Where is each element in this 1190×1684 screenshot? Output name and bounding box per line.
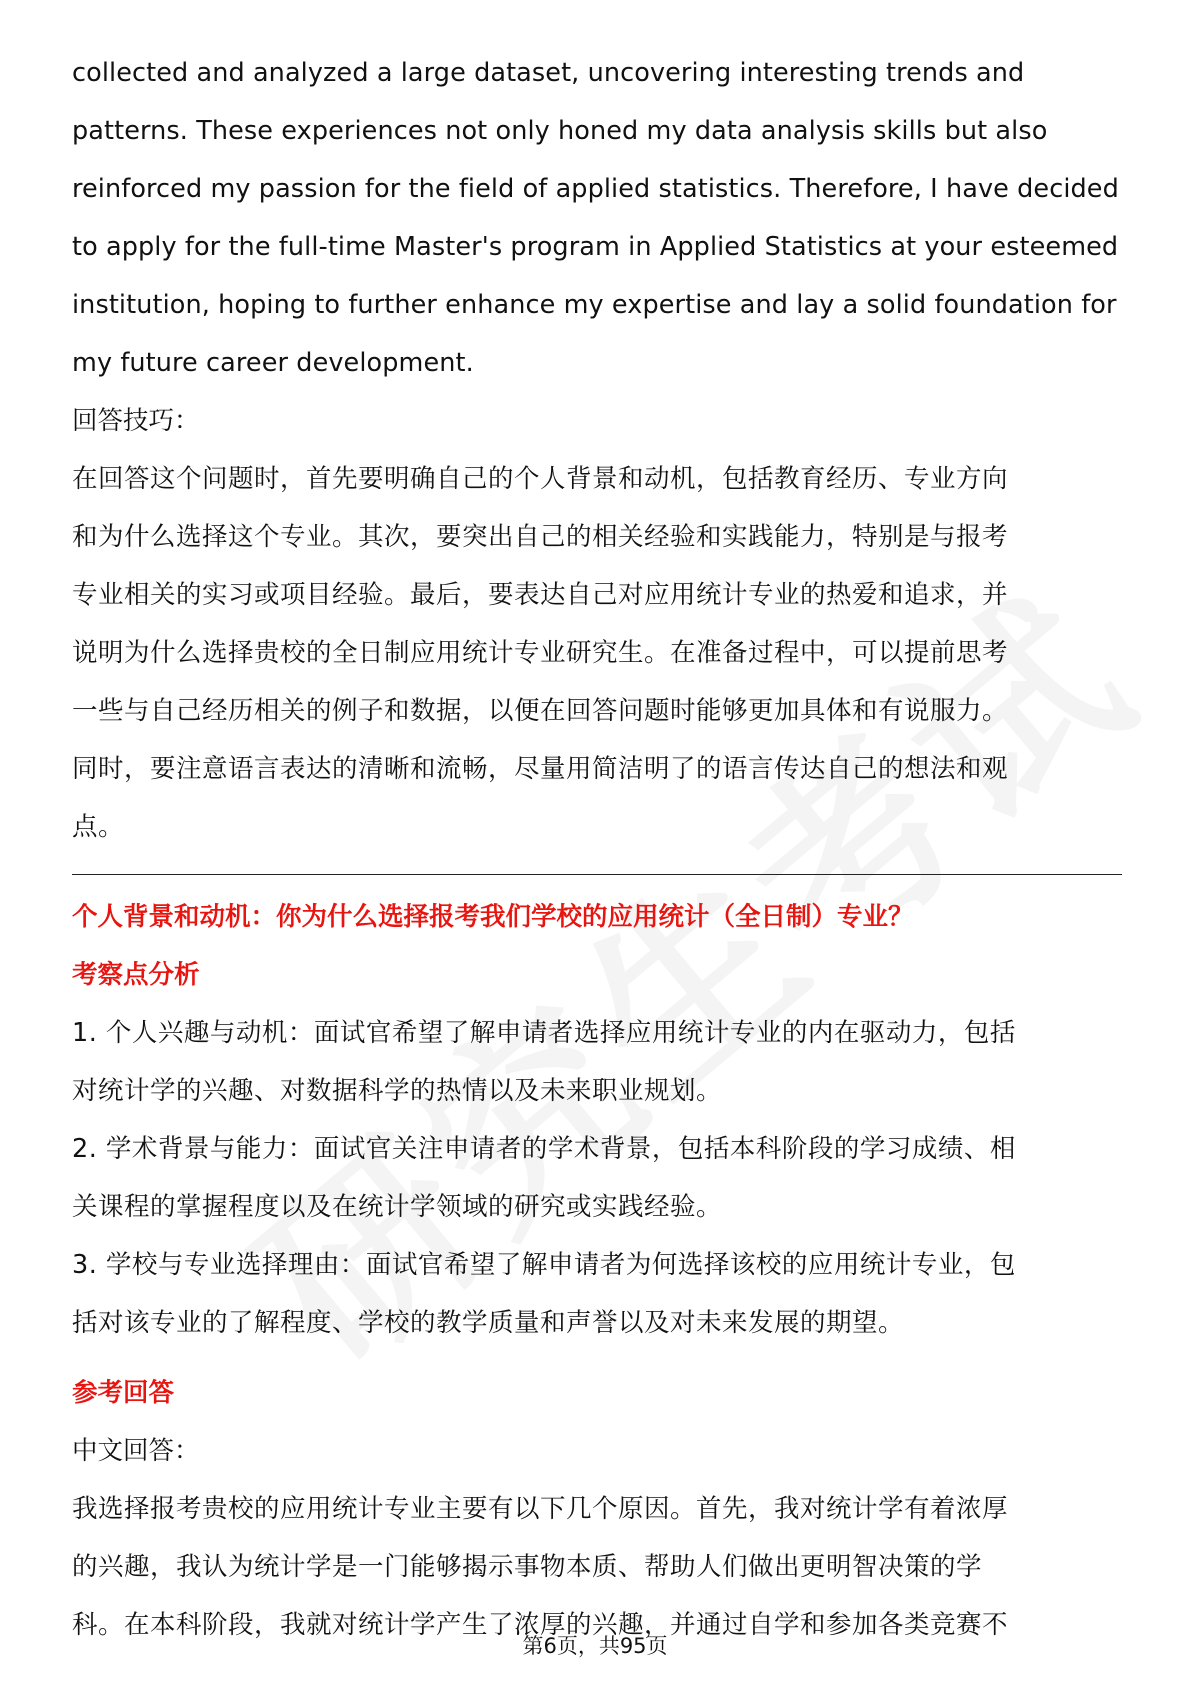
analysis-line: 关课程的掌握程度以及在统计学领域的研究或实践经验。 (72, 1192, 723, 1222)
analysis-line: 对统计学的兴趣、对数据科学的热情以及未来职业规划。 (72, 1076, 723, 1106)
paragraph-line: 专业相关的实习或项目经验。最后，要表达自己对应用统计专业的热爱和追求，并 (72, 580, 1009, 610)
analysis-line: 3. 学校与专业选择理由：面试官希望了解申请者为何选择该校的应用统计专业，包 (72, 1250, 1016, 1280)
answer-line: 我选择报考贵校的应用统计专业主要有以下几个原因。首先，我对统计学有着浓厚 (72, 1494, 1009, 1524)
top-section (72, 44, 1122, 856)
answer-paragraph (72, 1480, 1122, 1654)
paragraph-line: reinforced my passion for the field of applied statistics. Therefore, I have decided (72, 174, 1119, 204)
tips-label: 回答技巧： (72, 406, 200, 436)
section-divider (72, 874, 1122, 875)
page-number: 第6页，共95页 (522, 1634, 668, 1658)
analysis-list (72, 1004, 1122, 1352)
analysis-line: 2. 学术背景与能力：面试官关注申请者的学术背景，包括本科阶段的学习成绩、相 (72, 1134, 1016, 1164)
paragraph-line: 一些与自己经历相关的例子和数据，以便在回答问题时能够更加具体和有说服力。 (72, 696, 1009, 726)
spacer (72, 1352, 1122, 1364)
paragraph-line: patterns. These experiences not only honed my data analysis skills but also (72, 116, 1048, 146)
paragraph-line: 同时，要注意语言表达的清晰和流畅，尽量用简洁明了的语言传达自己的想法和观 (72, 754, 1009, 784)
question-title: 个人背景和动机：你为什么选择报考我们学校的应用统计（全日制）专业？ (72, 902, 914, 932)
tips-paragraph (72, 450, 1122, 856)
answer-line: 的兴趣，我认为统计学是一门能够揭示事物本质、帮助人们做出更明智决策的学 (72, 1552, 983, 1582)
paragraph-line: my future career development. (72, 348, 474, 378)
paragraph-line: 点。 (72, 812, 125, 842)
chinese-answer-label: 中文回答： (72, 1436, 200, 1466)
paragraph-line: 和为什么选择这个专业。其次，要突出自己的相关经验和实践能力，特别是与报考 (72, 522, 1009, 552)
paragraph-line: institution, hoping to further enhance my expertise and lay a solid foundation for (72, 290, 1117, 320)
analysis-heading: 考察点分析 (72, 960, 200, 990)
english-answer-paragraph (72, 44, 1122, 392)
answer-line: 科。在本科阶段，我就对统计学产生了浓厚的兴趣，并通过自学和参加各类竞赛不 (72, 1610, 1009, 1640)
paragraph-line: collected and analyzed a large dataset, uncovering interesting trends and (72, 58, 1025, 88)
reference-heading: 参考回答 (72, 1378, 175, 1408)
paragraph-line: 说明为什么选择贵校的全日制应用统计专业研究生。在准备过程中，可以提前思考 (72, 638, 1009, 668)
paragraph-line: 在回答这个问题时，首先要明确自己的个人背景和动机，包括教育经历、专业方向 (72, 464, 1009, 494)
paragraph-line: to apply for the full-time Master's program in Applied Statistics at your esteemed (72, 232, 1119, 262)
analysis-line: 1. 个人兴趣与动机：面试官希望了解申请者选择应用统计专业的内在驱动力，包括 (72, 1018, 1016, 1048)
question-section (72, 888, 1122, 1654)
analysis-line: 括对该专业的了解程度、学校的教学质量和声誉以及对未来发展的期望。 (72, 1308, 905, 1338)
